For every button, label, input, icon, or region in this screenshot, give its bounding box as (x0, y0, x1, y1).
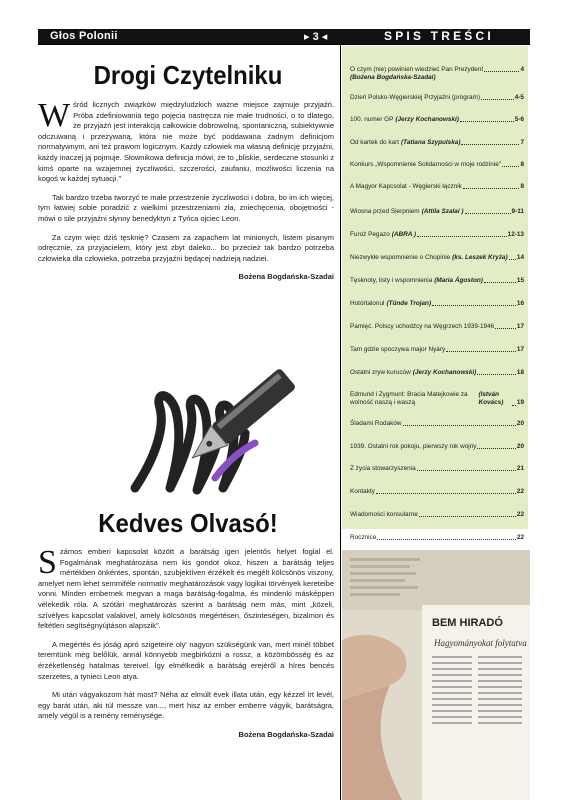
toc-entry-author: (Maria Ágoston) (434, 277, 483, 284)
toc-leader-dots (461, 144, 519, 145)
toc-entry (350, 534, 524, 542)
page-header-bar (38, 29, 530, 44)
toc-entry-author: (István Kovács) (478, 391, 504, 407)
paragraph: Mi után vágyakozom hát most? Néha az elmúlt évek illata után, egy kézzel írt levél, egy barát után, aki túl messze van..., mert hisz az ember emberre vágyik, barátságra, amely végül is a remény reménysége. (38, 690, 334, 721)
paragraph: A megértés és jóság apró szigeteire oly' nagyon szükségünk van, mert minél többet teremtünk meg belőlük, annál könnyebb megbirkózni a rossz, a közömbösség és az érzéketlenség hatalmas tereivel. Így elmélkedik a barátság erejéről a híres bencés szerzetes, a tynieci Leon atya. (38, 639, 334, 681)
toc-entry-page: 12-13 (507, 231, 524, 238)
fountain-pen-illustration (105, 338, 305, 498)
toc-entry-title: Rocznice (350, 534, 377, 541)
toc-entry-page: 5-6 (514, 116, 524, 123)
toc-leader-dots (512, 405, 516, 406)
toc-entry-page: 4-5 (514, 94, 524, 101)
toc-leader-dots (377, 539, 516, 540)
toc-entry (350, 323, 524, 331)
toc-entry-page: 9-11 (511, 208, 524, 215)
toc-entry (350, 183, 524, 191)
toc-entry-title: Kontakty (350, 488, 375, 495)
toc-entry-page: 8 (520, 183, 524, 190)
toc-entry-title: Od kartek do kart (350, 139, 400, 146)
article-title-pl: Drogi Czytelniku (93, 60, 283, 90)
toc-entry-page: 19 (516, 399, 524, 407)
toc-entry (350, 488, 524, 496)
toc-leader-dots (495, 328, 516, 329)
toc-leader-dots (477, 448, 515, 449)
toc-leader-dots (417, 236, 507, 237)
toc-entry-title: Wiosna przed Sierpniem (350, 208, 420, 215)
toc-entry-title: 1939. Ostatni rok pokoju, pierwszy rok wojny (350, 443, 477, 450)
dropcap: W (38, 97, 71, 134)
toc-entry-author: (Bożena Bogdańska-Szadai) (350, 74, 436, 82)
toc-leader-dots (403, 425, 516, 426)
toc-entry (350, 116, 524, 124)
dropcap: S (38, 544, 57, 581)
toc-entry-page: 15 (516, 277, 524, 284)
masthead: BEM HIRADÓ (432, 617, 503, 629)
toc-entry-title: Śladami Rodaków (350, 420, 402, 427)
toc-leader-dots (376, 493, 516, 494)
toc-entry (350, 443, 524, 451)
table-of-contents (342, 46, 528, 541)
toc-entry (350, 511, 524, 519)
paragraph: Számos emberi kapcsolat között a barátság igen jelentős helyet foglal el. Fogalmának meghatározása nem kis gondot okoz, hiszen a barátság teljes mértékben önkéntes, spontán, szubjektíven érzékelt és megélt kölcsönös viszony, amelyet nem lehet semmiféle normatív meghatározások vagy logikai törvények kereteibe vonni. Minden embernek megvan a maga barátság-fogalma, és mindenki másképpen vélekedik róla. A szótári meghatározás szerint a barátság nem más, mint „közeli, szívélyes kapcsolat valakivel, amely kölcsönös megértésen, őszinteségen, bizalmon és feltétlen segítségnyújtáson alapszik". (38, 544, 334, 631)
toc-entry (350, 277, 524, 285)
toc-leader-dots (484, 282, 516, 283)
toc-entry-title: Pamięć. Polscy uchodźcy na Węgrzech 1939-1946 (350, 323, 495, 330)
toc-entry-title: 100. numer GP (350, 116, 394, 123)
toc-entry-page: 22 (516, 511, 524, 518)
toc-leader-dots (481, 99, 514, 100)
toc-entry-author: (Tünde Trojan) (386, 300, 432, 307)
toc-entry-title: Tam gdzie spoczywa major Nyáry (350, 346, 446, 353)
toc-entry (350, 465, 524, 473)
paragraph: Wśród licznych związków międzyludzkich ważne miejsce zajmuje przyjaźń. Próba zdefiniowania tego pojęcia nastręcza nie małe trudności, o to dlatego, że przyjaźń jest interakcją całkowicie dobrowolną, spontaniczną, subiektywnie odczuwaną i przeżywaną, która nie może być poddawana żadnym definicjom normatywnym, ani też prawom logicznym. Każdy człowiek ma własną definicję przyjaźni, każdy inaczej ją pojmuje. Słownikowa definicja mówi, że to „bliskie, serdeczne stosunki z kimś oparte na wzajemnej życzliwości, szczerości, zaufaniu, możliwości liczenia na kogoś w każdej sytuacji." (38, 97, 334, 184)
toc-entry (350, 346, 524, 354)
toc-entry-page: 7 (520, 139, 524, 146)
toc-entry-author: (ks. Leszek Kryża) (452, 254, 508, 261)
toc-entry-title: Z życia stowarzyszenia (350, 465, 416, 472)
toc-entry (350, 94, 524, 102)
page-number: ▸ 3 ◂ (304, 31, 328, 43)
toc-entry-title: O czym (nie) powinien wiedzieć Pan Prezydent (350, 66, 484, 73)
toc-leader-dots (509, 259, 516, 260)
toc-entry-page: 22 (516, 488, 524, 495)
toc-leader-dots (502, 166, 519, 167)
paragraph: Za czym więc dziś tęsknię? Czasem za zapachem lat minionych, listem pisanym odręcznie, za przyjacielem, który jest zbyt daleko... bo przecież tak bardzo potrzeba człowieka dla człowieka, potrzeba przyjaźni będącej nadzieją nadziei. (38, 232, 334, 263)
toc-entry (350, 139, 524, 147)
signature: Bożena Bogdańska-Szadai (238, 729, 334, 739)
toc-entry-author: (ABRA ) (391, 231, 417, 238)
toc-entry-author: (Jerzy Kochanowski) (395, 116, 459, 123)
toc-entry-title: Ostatni zryw kuruców (350, 369, 411, 376)
toc-entry-author: (Jerzy Kochanowski) (412, 369, 477, 376)
toc-leader-dots (484, 71, 519, 72)
toc-entry-title: Niezwykłe wspomnienie o Chopinie (350, 254, 451, 261)
toc-leader-dots (460, 121, 514, 122)
toc-entry-author: (Attila Szalai ) (421, 208, 464, 215)
column-divider (340, 44, 341, 800)
headline: Hagyományokat folytatva (434, 638, 527, 648)
toc-entry-author: (Tatiana Szypulska) (401, 139, 461, 146)
toc-entry (350, 300, 524, 308)
toc-entry (350, 66, 524, 83)
toc-leader-dots (419, 516, 516, 517)
toc-leader-dots (432, 305, 516, 306)
toc-entry-page: 16 (516, 300, 524, 307)
article-body-hu (38, 544, 334, 741)
toc-entry (350, 231, 524, 239)
toc-entry-page: 4 (520, 66, 524, 73)
toc-entry-title: Tęsknoty, listy i wspomnienia (350, 277, 433, 284)
publication-name: Głos Polonii (50, 30, 118, 42)
toc-entry-page: 21 (516, 465, 524, 472)
toc-entry-page: 18 (516, 369, 524, 376)
toc-entry (350, 369, 524, 377)
toc-entry (350, 391, 524, 408)
toc-entry-page: 22 (516, 534, 524, 541)
toc-entry-title: A Magyor Kapcsolat - Węgierski łącznik (350, 183, 462, 190)
toc-entry-title: Edmund i Zygmunt: Bracia Matejkowie za wolność naszą i waszą (350, 391, 468, 407)
article-body-pl (38, 97, 334, 283)
newspaper-photo (342, 550, 530, 800)
toc-leader-dots (417, 470, 516, 471)
signature: Bożena Bogdańska-Szadai (238, 272, 334, 282)
toc-entry (350, 254, 524, 262)
toc-entry (350, 208, 524, 216)
toc-entry-title: Dzień Polsko-Węgierskiej Przyjaźni (program) (350, 94, 480, 101)
toc-leader-dots (465, 213, 511, 214)
toc-leader-dots (463, 188, 520, 189)
toc-entry (350, 161, 524, 169)
toc-entry-page: 17 (516, 346, 524, 353)
toc-entry-page: 20 (516, 443, 524, 450)
section-title: SPIS TREŚCI (384, 29, 494, 43)
article-title-hu: Kedves Olvasó! (98, 508, 278, 538)
toc-entry-page: 14 (516, 254, 524, 261)
toc-entry (350, 420, 524, 428)
toc-entry-title: Konkurs „Wspomnienie Solidarności w moje rodzinie" (350, 161, 502, 168)
toc-leader-dots (446, 351, 516, 352)
toc-entry-title: Wiadomości konsularne (350, 511, 418, 518)
toc-leader-dots (477, 374, 516, 375)
toc-entry-page: 17 (516, 323, 524, 330)
toc-entry-page: 20 (516, 420, 524, 427)
paragraph: Tak bardzo trzeba tworzyć te małe przestrzenie życzliwości i dobra, bo im ich więcej, tym łatwiej sobie poradzić z wielkimi przestrzeniami zła, zniechęcenia, obojętności - mówi o sile przyjaźni słynny benedyktyn z Tyńca ojciec Leon. (38, 192, 334, 223)
toc-entry-title: Furoż Pegazo (350, 231, 390, 238)
toc-entry-page: 8 (520, 161, 524, 168)
header-rule (38, 44, 530, 45)
toc-entry-title: Hotórtalonul (350, 300, 385, 307)
